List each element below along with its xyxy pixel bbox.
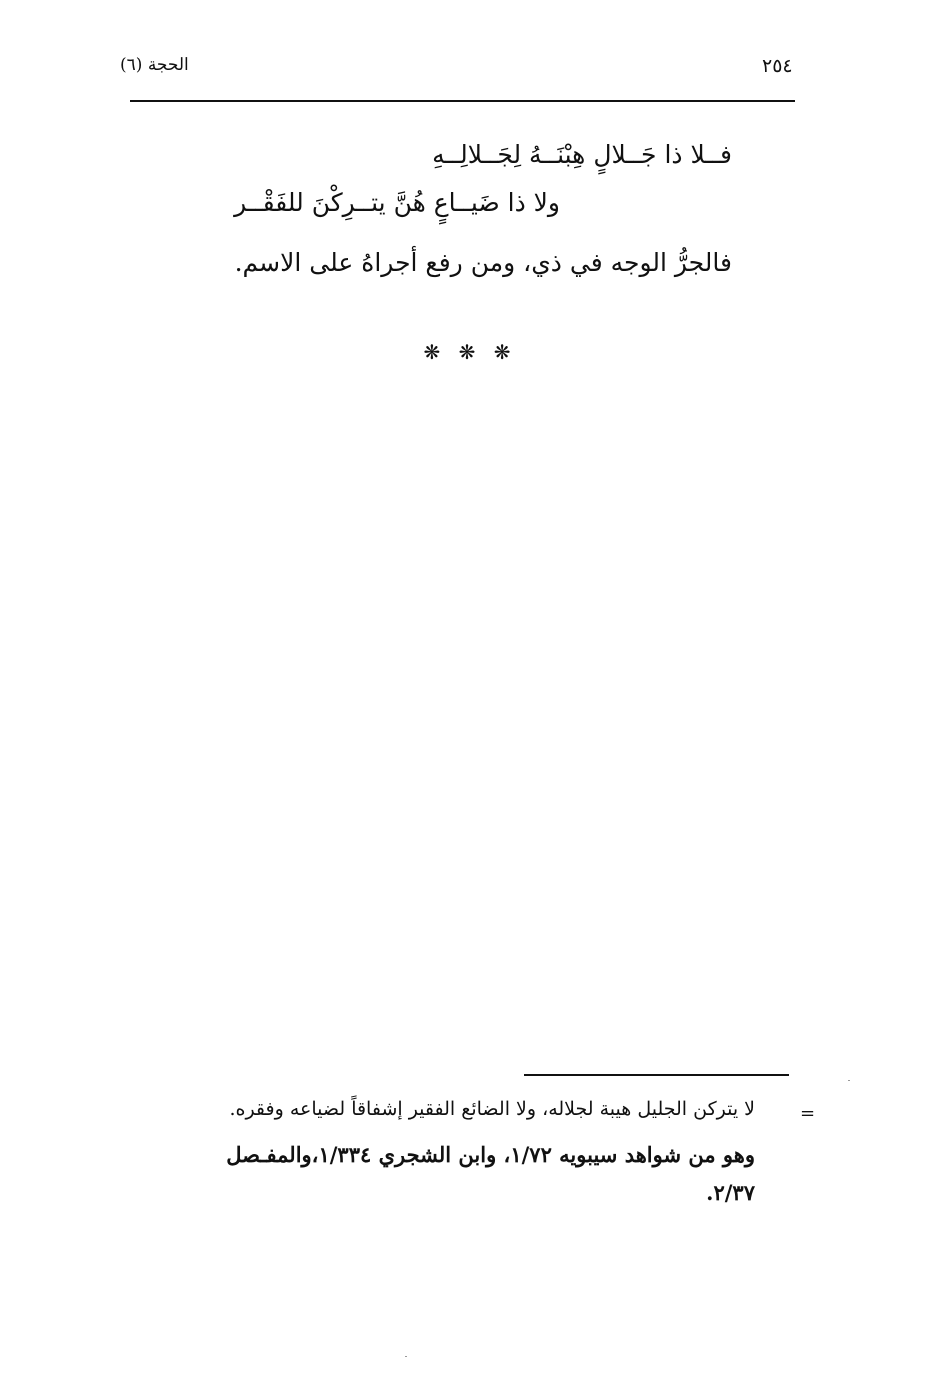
footnote-line-3: ٢/٣٧.	[706, 1180, 755, 1205]
verse-line-1: فــلا ذا جَــلالٍ هِبْنَــهُ لِجَــلالِــهِ	[432, 140, 732, 169]
page-number: ٢٥٤	[762, 55, 793, 77]
footnote-line-2: وهو من شواهد سيبويه ١/٧٢، وابن الشجري ١/٣٣٤،والمفـصل	[226, 1142, 755, 1167]
scan-speck	[405, 1356, 407, 1357]
verse-line-2: ولا ذا ضَيــاعٍ هُنَّ يتــرِكْنَ للفَقْــر	[234, 188, 560, 217]
prose-paragraph: فالجرُّ الوجه في ذي، ومن رفع أجراهُ على الاسم.	[234, 248, 732, 277]
header-divider	[130, 100, 795, 102]
scan-speck	[848, 1080, 850, 1081]
footnote-continuation-marker: =	[800, 1103, 816, 1124]
footnote-line-1: لا يتركن الجليل هيبة لجلاله، ولا الضائع الفقير إشفاقاً لضياعه وفقره.	[229, 1098, 755, 1120]
footnote-divider	[524, 1074, 789, 1076]
running-title: الحجة (٦)	[120, 55, 189, 75]
section-separator: ❋ ❋ ❋	[423, 340, 517, 364]
